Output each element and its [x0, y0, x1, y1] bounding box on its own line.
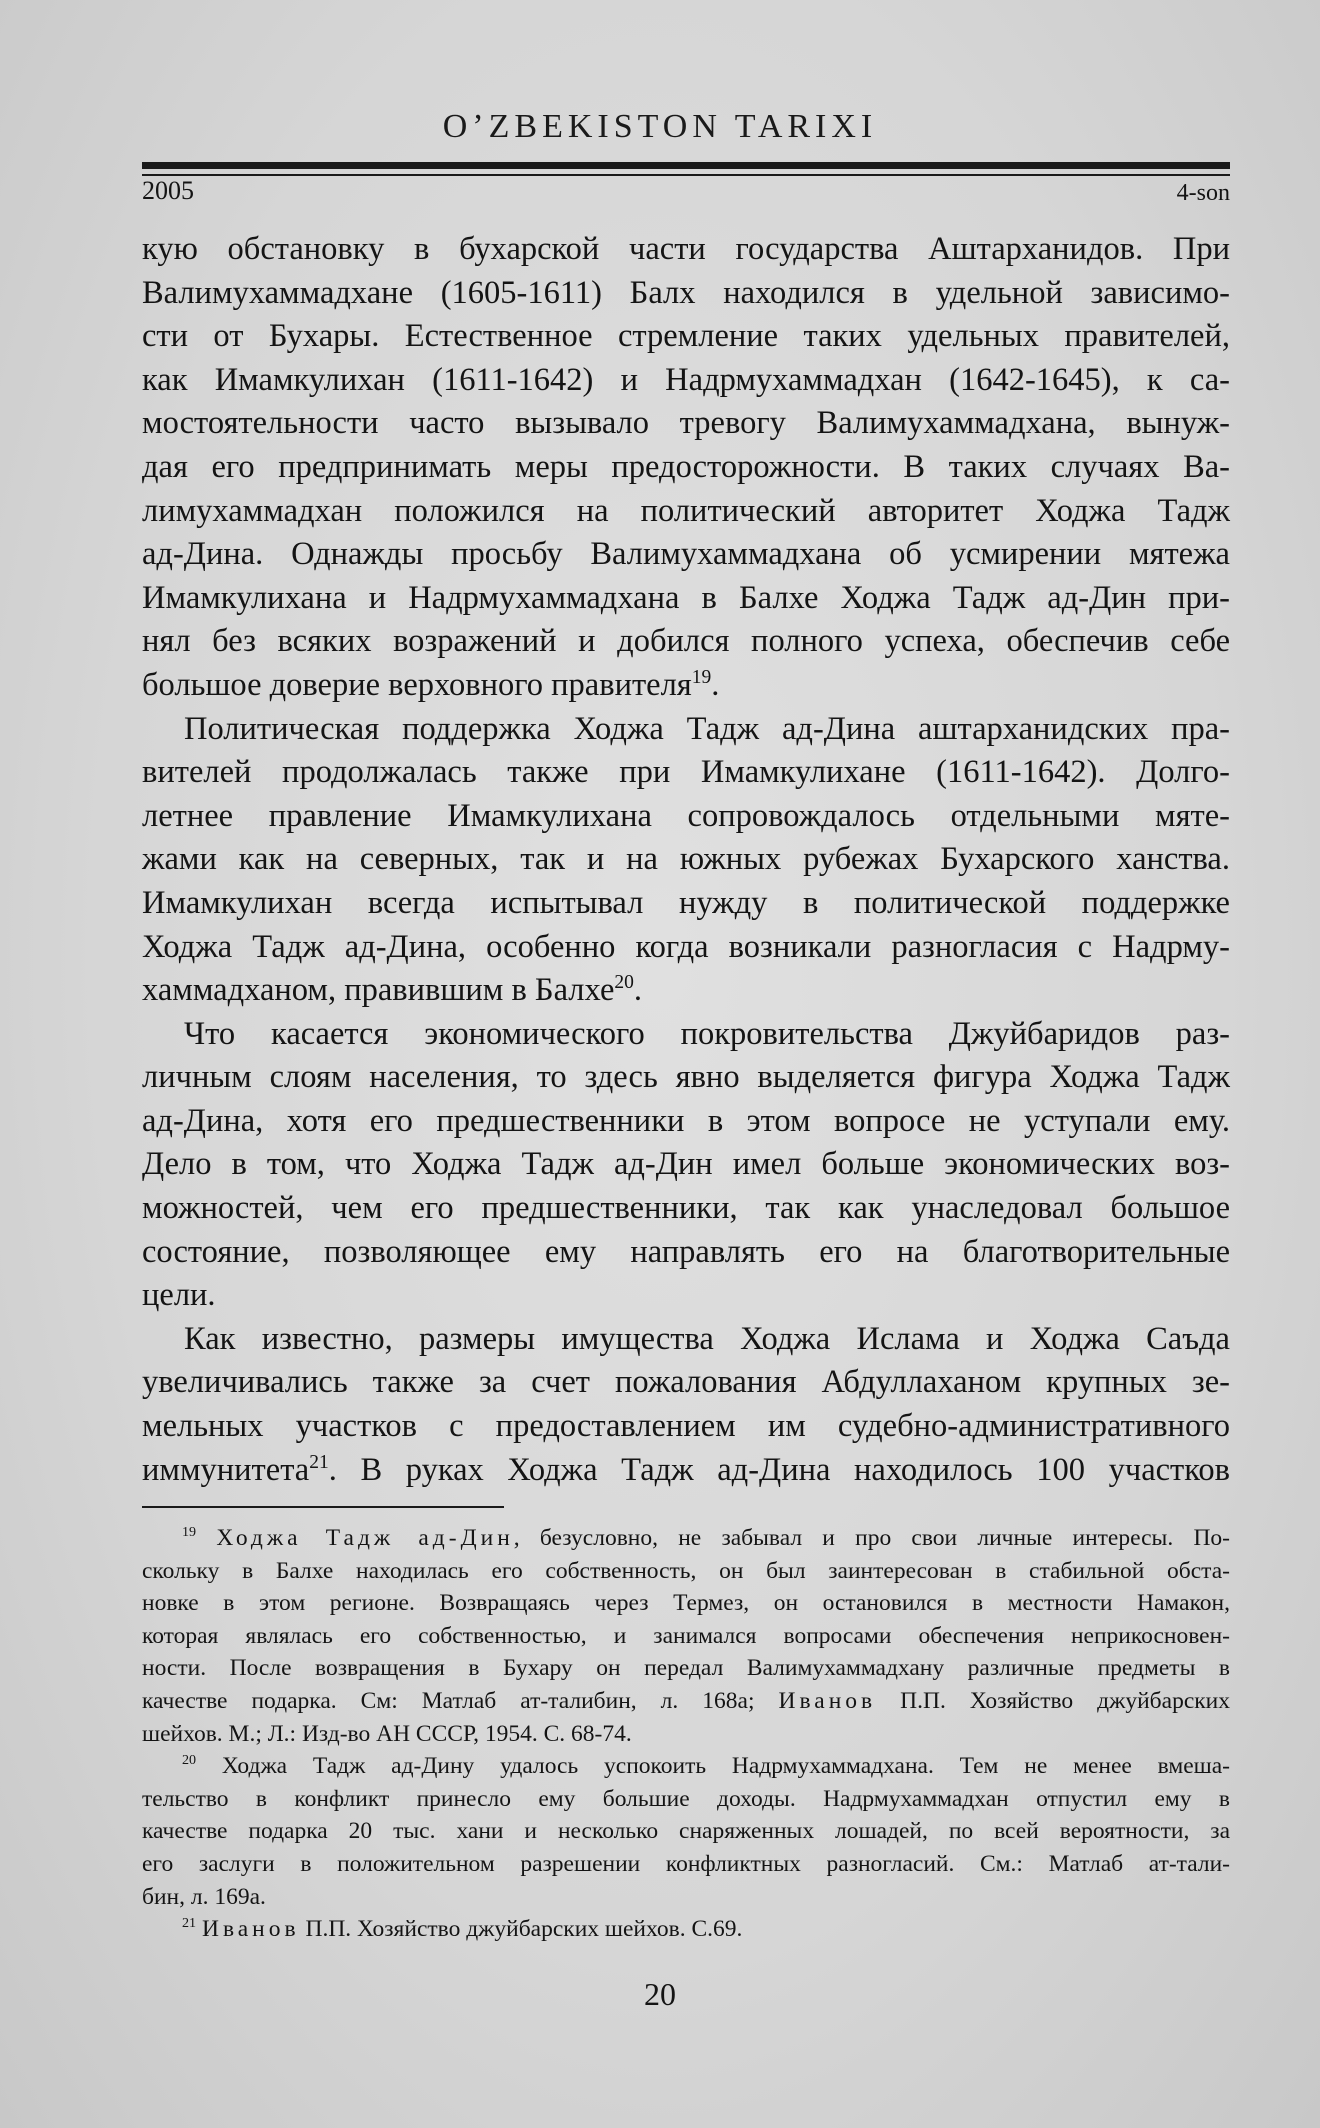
body-line-text: сти от Бухары. Естественное стремление таких удельных правителей, [142, 318, 1230, 355]
body-line [142, 272, 1230, 316]
footnote-text: бин, л. 169а. [142, 1883, 266, 1910]
footnote-text: П.П. Хозяйство джуйбарских шейхов. С.69. [299, 1916, 743, 1943]
footnote-text: ности. После возвращения в Бухару он передал Валимухаммадхану различные предметы в [142, 1655, 1230, 1682]
footnote-text: тельство в конфликт принесло ему большие доходы. Надрмухаммадхан отпустил ему в [142, 1785, 1230, 1812]
body-line-text: Имамкулихан всегда испытывал нужду в политической поддержке [142, 884, 1230, 921]
body-line [142, 882, 1230, 926]
body-line-text: как Имамкулихан (1611-1642) и Надрмухаммадхан (1642-1645), к са- [142, 361, 1230, 398]
footnote-line [142, 1620, 1230, 1653]
footnote-author: Иванов [778, 1687, 877, 1714]
body-line [142, 708, 1230, 752]
footnote-text: скольку в Балхе находилась его собственность, он был заинтересован в стабильной обста- [142, 1557, 1230, 1584]
body-line [142, 1231, 1230, 1275]
footnote-line [142, 1848, 1230, 1881]
body-line [142, 1056, 1230, 1100]
body-line [142, 1361, 1230, 1405]
footnote-tail: П.П. Хозяйство джуйбарских [876, 1687, 1230, 1714]
header-rule-thin [142, 174, 1230, 176]
body-line-text: мельных участков с предоставлением им судебно-административного [142, 1408, 1230, 1445]
footnote-ref: 19 [691, 667, 712, 689]
body-line-text: Как известно, размеры имущества Ходжа Ислама и Ходжа Саъда [184, 1320, 1230, 1357]
body-line-text: увеличивались также за счет пожалования Абдуллаханом крупных зе- [142, 1364, 1230, 1401]
body-line [142, 1187, 1230, 1231]
issue-year: 2005 [142, 176, 194, 205]
body-line [142, 620, 1230, 664]
footnote-line [142, 1750, 1230, 1783]
body-line-text: цели. [142, 1277, 216, 1314]
footnote-number: 19 [182, 1524, 197, 1541]
body-line [142, 969, 1230, 1013]
footnote-separator [142, 1506, 504, 1508]
footnote-line [142, 1685, 1230, 1718]
body-line-text: хаммадханом, правившим в Балхе [142, 972, 615, 1009]
body-line-text: вителей продолжалась также при Имамкулихане (1611-1642). Долго- [142, 754, 1230, 791]
footnote-text: его заслуги в положительном разрешении конфликтных разногласий. См.: Матлаб ат-тали- [142, 1850, 1230, 1877]
footnote-line [142, 1815, 1230, 1848]
footnote-number: 21 [182, 1915, 197, 1932]
body-line-text: ад-Дина. Однажды просьбу Валимухаммадхана об усмирении мятежа [142, 536, 1230, 573]
footnote-line [142, 1587, 1230, 1620]
body-line [142, 402, 1230, 446]
page-number: 20 [644, 1976, 676, 2012]
body-line [142, 490, 1230, 534]
footnote-line [142, 1522, 1230, 1555]
body-line-text: Имамкулихана и Надрмухаммадхана в Балхе Ходжа Тадж ад-Дин при- [142, 579, 1230, 616]
body-line-tail: . [711, 666, 720, 703]
body-line-text: иммунитета [142, 1451, 310, 1488]
footnote-line [142, 1783, 1230, 1816]
body-line [142, 533, 1230, 577]
body-line [142, 751, 1230, 795]
body-line [142, 315, 1230, 359]
body-line-text: Ходжа Тадж ад-Дина, особенно когда возникали разногласия с Надрму- [142, 928, 1230, 965]
body-line-text: состояние, позволяющее ему направлять его на благотворительные [142, 1233, 1230, 1270]
body-line-text: лимухаммадхан положился на политический авторитет Ходжа Тадж [142, 492, 1230, 529]
body-line [142, 795, 1230, 839]
footnote-text: новке в этом регионе. Возвращаясь через Термез, он остановился в местности Намакон, [142, 1590, 1230, 1617]
body-line [142, 577, 1230, 621]
body-line-text: летнее правление Имамкулихана сопровождалось отдельными мяте- [142, 797, 1230, 834]
footnote-ref: 21 [309, 1451, 329, 1473]
journal-title: O’ZBEKISTON TARIXI [442, 108, 878, 145]
body-line-text: личным слоям населения, то здесь явно выделяется фигура Ходжа Тадж [142, 1059, 1230, 1096]
body-line [142, 1449, 1230, 1493]
footnote-author: Иванов [201, 1916, 300, 1943]
footnote-text: качестве подарка. См: Матлаб ат-талибин, л. 168а; [142, 1687, 779, 1714]
body-line [142, 1100, 1230, 1144]
header-rule-thick [142, 162, 1230, 169]
footnote-line [142, 1881, 1230, 1914]
footnote-line [142, 1555, 1230, 1588]
footnote-line [142, 1652, 1230, 1685]
body-line [142, 1143, 1230, 1187]
footnote-line [142, 1913, 1230, 1946]
body-line-text: нял без всяких возражений и добился полного успеха, обеспечив себе [142, 623, 1230, 660]
body-line-text: ад-Дина, хотя его предшественники в этом вопросе не уступали ему. [142, 1102, 1230, 1139]
footnote-author: Ходжа Тадж ад-Дин [216, 1525, 514, 1551]
body-line [142, 228, 1230, 272]
footnote-text: качестве подарка 20 тыс. хани и несколько снаряженных лошадей, по всей вероятности, за [142, 1818, 1230, 1845]
body-line-text: мостоятельности часто вызывало тревогу Валимухаммадхана, вынуж- [142, 405, 1230, 442]
footnote-line [142, 1718, 1230, 1751]
body-line [142, 664, 1230, 708]
body-line [142, 1405, 1230, 1449]
footnote-text: , безусловно, не забывал и про свои личные интересы. По- [513, 1525, 1230, 1551]
body-line [142, 1013, 1230, 1057]
footnote-text: шейхов. М.; Л.: Изд-во АН СССР, 1954. С. 68-74. [142, 1720, 632, 1747]
body-line-text: кую обстановку в бухарской части государства Аштарханидов. При [142, 231, 1230, 267]
body-line [142, 446, 1230, 490]
body-line [142, 838, 1230, 882]
body-line-text: жами как на северных, так и на южных рубежах Бухарского ханства. [142, 841, 1230, 878]
body-line-tail: . [633, 972, 643, 1009]
body-line-tail: . В руках Ходжа Тадж ад-Дина находилось 100 участков [328, 1451, 1230, 1488]
footnote-number: 20 [182, 1752, 197, 1769]
body-line [142, 1318, 1230, 1362]
body-line [142, 926, 1230, 970]
footnotes [142, 1522, 1230, 1946]
body-line-text: Что касается экономического покровительства Джуйбаридов раз- [184, 1015, 1230, 1052]
body-line-text: дая его предпринимать меры предосторожности. В таких случаях Ва- [142, 448, 1230, 485]
footnote-text: Ходжа Тадж ад-Дину удалось успокоить Надрмухаммадхана. Тем не менее вмеша- [221, 1753, 1230, 1780]
body-line [142, 359, 1230, 403]
article-body [142, 228, 1230, 1492]
body-line-text: можностей, чем его предшественники, так как унаследовал большое [142, 1190, 1230, 1227]
body-line-text: Дело в том, что Ходжа Тадж ад-Дин имел больше экономических воз- [142, 1146, 1230, 1183]
issue-number: 4-son [1176, 180, 1230, 206]
footnote-text: которая являлась его собственностью, и занимался вопросами обеспечения неприкосновен- [142, 1622, 1230, 1649]
body-line [142, 1274, 1230, 1318]
body-line-text: большое доверие верховного правителя [142, 666, 692, 703]
body-line-text: Политическая поддержка Ходжа Тадж ад-Дина аштарханидских пра- [184, 710, 1230, 747]
footnote-ref: 20 [614, 972, 634, 994]
body-line-text: Валимухаммадхане (1605-1611) Балх находился в удельной зависимо- [142, 274, 1230, 311]
